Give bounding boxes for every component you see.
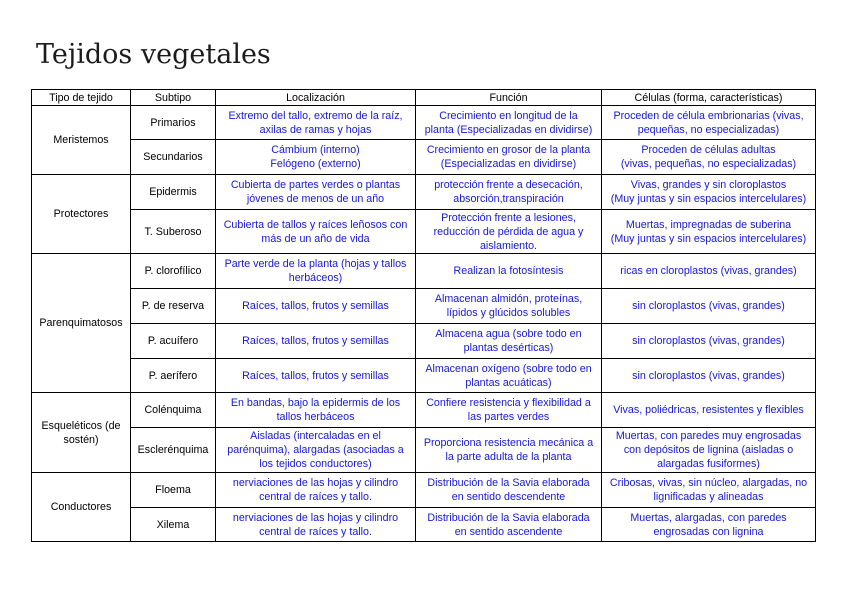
function-cell: Crecimiento en grosor de la planta (Especializadas en dividirse) xyxy=(416,140,602,175)
subtype-cell: P. aerífero xyxy=(131,359,216,393)
subtype-cell: Colénquima xyxy=(131,393,216,428)
cell-characteristics-cell: Muertas, alargadas, con paredes engrosadas con lignina xyxy=(602,508,816,542)
subtype-cell: P. acuífero xyxy=(131,324,216,359)
location-cell: Cámbium (interno) Felógeno (externo) xyxy=(216,140,416,175)
tissue-type-cell: Meristemos xyxy=(32,106,131,175)
subtype-cell: P. de reserva xyxy=(131,289,216,324)
location-cell: Cubierta de tallos y raíces leñosos con más de un año de vida xyxy=(216,210,416,254)
table-row xyxy=(32,140,816,175)
header-subtype: Subtipo xyxy=(131,90,216,106)
location-cell: Cubierta de partes verdes o plantas jóvenes de menos de un año xyxy=(216,175,416,210)
location-cell: nerviaciones de las hojas y cilindro central de raíces y tallo. xyxy=(216,473,416,508)
table-row xyxy=(32,106,816,140)
location-cell: Raíces, tallos, frutos y semillas xyxy=(216,324,416,359)
table-row xyxy=(32,508,816,542)
function-cell: Proporciona resistencia mecánica a la parte adulta de la planta xyxy=(416,428,602,473)
table-body xyxy=(32,106,816,542)
subtype-cell: Xilema xyxy=(131,508,216,542)
table-header-row xyxy=(32,90,816,106)
header-function: Función xyxy=(416,90,602,106)
function-cell: Almacenan almidón, proteínas, lípidos y glúcidos solubles xyxy=(416,289,602,324)
function-cell: Crecimiento en longitud de la planta (Especializadas en dividirse) xyxy=(416,106,602,140)
function-cell: Almacena agua (sobre todo en plantas desérticas) xyxy=(416,324,602,359)
page-title: Tejidos vegetales xyxy=(36,39,271,70)
tissue-type-cell: Protectores xyxy=(32,175,131,254)
table-row xyxy=(32,393,816,428)
cell-characteristics-cell: Vivas, poliédricas, resistentes y flexibles xyxy=(602,393,816,428)
location-cell: Parte verde de la planta (hojas y tallos herbáceos) xyxy=(216,254,416,289)
location-cell: nerviaciones de las hojas y cilindro central de raíces y tallo. xyxy=(216,508,416,542)
cell-characteristics-cell: Proceden de células adultas (vivas, pequeñas, no especializadas) xyxy=(602,140,816,175)
function-cell: protección frente a desecación, absorción,transpiración xyxy=(416,175,602,210)
function-cell: Protección frente a lesiones, reducción de pérdida de agua y aislamiento. xyxy=(416,210,602,254)
cell-characteristics-cell: Muertas, impregnadas de suberina (Muy juntas y sin espacios intercelulares) xyxy=(602,210,816,254)
table-row xyxy=(32,359,816,393)
table-row xyxy=(32,289,816,324)
subtype-cell: Floema xyxy=(131,473,216,508)
subtype-cell: T. Suberoso xyxy=(131,210,216,254)
tissue-type-cell: Parenquimatosos xyxy=(32,254,131,393)
table-row xyxy=(32,210,816,254)
cell-characteristics-cell: Proceden de célula embrionarias (vivas, pequeñas, no especializadas) xyxy=(602,106,816,140)
location-cell: Aisladas (intercaladas en el parénquima), alargadas (asociadas a los tejidos conductores) xyxy=(216,428,416,473)
table-row xyxy=(32,473,816,508)
table-row xyxy=(32,428,816,473)
table-row xyxy=(32,254,816,289)
table-header xyxy=(32,90,816,106)
table-row xyxy=(32,324,816,359)
location-cell: Raíces, tallos, frutos y semillas xyxy=(216,289,416,324)
subtype-cell: Secundarios xyxy=(131,140,216,175)
function-cell: Realizan la fotosíntesis xyxy=(416,254,602,289)
cell-characteristics-cell: sin cloroplastos (vivas, grandes) xyxy=(602,359,816,393)
cell-characteristics-cell: sin cloroplastos (vivas, grandes) xyxy=(602,324,816,359)
cell-characteristics-cell: sin cloroplastos (vivas, grandes) xyxy=(602,289,816,324)
function-cell: Distribución de la Savia elaborada en sentido descendente xyxy=(416,473,602,508)
plant-tissues-table xyxy=(31,89,816,542)
cell-characteristics-cell: Cribosas, vivas, sin núcleo, alargadas, no lignificadas y alineadas xyxy=(602,473,816,508)
cell-characteristics-cell: Muertas, con paredes muy engrosadas con depósitos de lignina (aisladas o alargadas fusiformes) xyxy=(602,428,816,473)
subtype-cell: P. clorofílico xyxy=(131,254,216,289)
table-row xyxy=(32,175,816,210)
location-cell: En bandas, bajo la epidermis de los tallos herbáceos xyxy=(216,393,416,428)
function-cell: Confiere resistencia y flexibilidad a las partes verdes xyxy=(416,393,602,428)
location-cell: Extremo del tallo, extremo de la raíz, axilas de ramas y hojas xyxy=(216,106,416,140)
function-cell: Almacenan oxígeno (sobre todo en plantas acuáticas) xyxy=(416,359,602,393)
header-tissue-type: Tipo de tejido xyxy=(32,90,131,106)
subtype-cell: Esclerénquima xyxy=(131,428,216,473)
header-cell-characteristics: Células (forma, características) xyxy=(602,90,816,106)
tissue-type-cell: Esqueléticos (de sostén) xyxy=(32,393,131,473)
cell-characteristics-cell: ricas en cloroplastos (vivas, grandes) xyxy=(602,254,816,289)
subtype-cell: Primarios xyxy=(131,106,216,140)
header-location: Localización xyxy=(216,90,416,106)
subtype-cell: Epidermis xyxy=(131,175,216,210)
location-cell: Raíces, tallos, frutos y semillas xyxy=(216,359,416,393)
function-cell: Distribución de la Savia elaborada en sentido ascendente xyxy=(416,508,602,542)
cell-characteristics-cell: Vivas, grandes y sin cloroplastos (Muy juntas y sin espacios intercelulares) xyxy=(602,175,816,210)
tissue-type-cell: Conductores xyxy=(32,473,131,542)
